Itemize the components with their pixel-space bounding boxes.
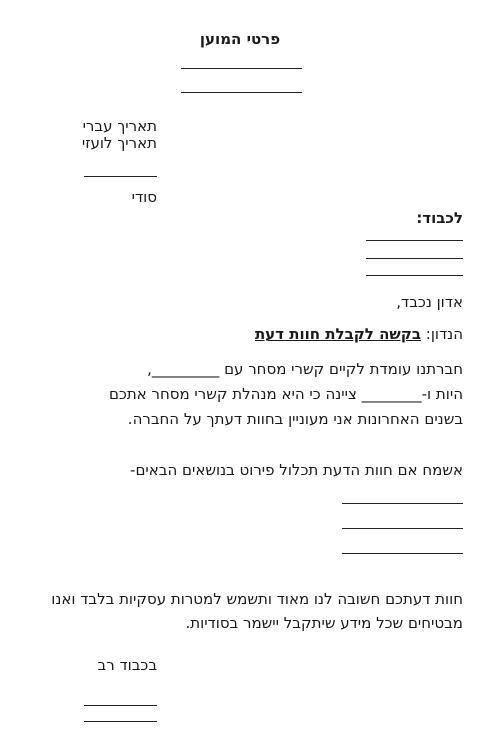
confidential-label: סודי <box>131 188 157 206</box>
hebrew-date-label: תאריך עברי <box>82 117 157 135</box>
sender-line-2 <box>181 92 302 93</box>
paragraph-1-line-2: היות ו-________ ציינה כי היא מנהלת קשרי מסחר אתכם <box>108 385 463 403</box>
greeting: אדון נכבד, <box>396 293 463 311</box>
date-line <box>84 176 157 177</box>
recipient-line-1 <box>366 240 463 241</box>
sender-details-title: פרטי המוען <box>199 30 281 48</box>
topic-line-2 <box>342 528 463 529</box>
subject-label: הנדון: <box>425 325 463 343</box>
paragraph-3-line-1: חוות דעתכם חשובה לנו מאוד ותשמש למטרות עסקיות בלבד ואנו <box>51 590 463 608</box>
subject <box>255 325 463 343</box>
recipient-line-3 <box>366 275 463 276</box>
closing: בכבוד רב <box>97 656 157 674</box>
recipient-to-label: לכבוד: <box>416 209 463 227</box>
sender-line-1 <box>181 68 302 69</box>
recipient-line-2 <box>366 258 463 259</box>
gregorian-date-label: תאריך לועזי <box>81 134 157 152</box>
topic-line-1 <box>342 503 463 504</box>
paragraph-1-line-3: בשנים האחרונות אני מעוניין בחוות דעתך על החברה. <box>127 410 463 428</box>
paragraph-3-line-2: מבטיחים שכל מידע שיתקבל יישמר בסודיות. <box>185 614 463 632</box>
signature-line-1 <box>84 705 157 706</box>
signature-line-2 <box>84 721 157 722</box>
subject-text: בקשה לקבלת חוות דעת <box>254 325 421 343</box>
paragraph-2: אשמח אם חוות הדעת תכלול פירוט בנושאים הבאים- <box>130 461 463 479</box>
topic-line-3 <box>342 553 463 554</box>
paragraph-1-line-1: חברתנו עומדת לקיים קשרי מסחר עם _________, <box>147 360 463 378</box>
